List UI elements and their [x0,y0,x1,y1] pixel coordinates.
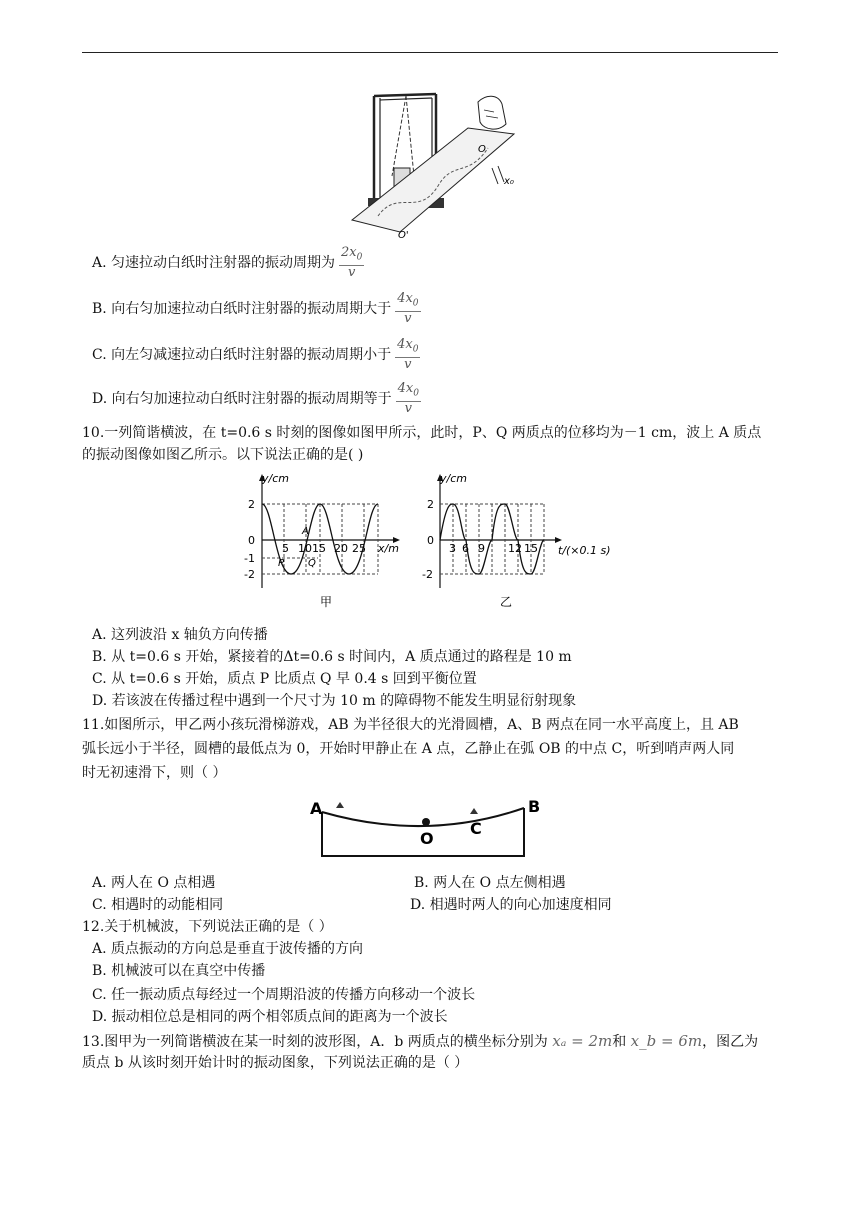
jia-xtick-15: 15 [312,542,326,555]
yi-ylabel: y/cm [440,472,467,485]
point-q-label: Q [308,558,316,569]
fraction: $\frac{4x_0}{v}$ [397,291,419,326]
graph-yi [418,470,628,614]
q13-stem-line2: 质点 b 从该时刻开始计时的振动图象，下列说法正确的是（ ） [82,1055,469,1071]
jia-xlabel: x/m [378,542,399,555]
q12-option-d: D. 振动相位总是相同的两个相邻质点间的距离为一个波长 [92,1009,448,1025]
q12-option-c: C. 任一振动质点每经过一个周期沿波的传播方向移动一个波长 [92,987,476,1003]
q13-stem-line1: 13.图甲为一列简谐横波在某一时刻的波形图，A．b 两质点的横坐标分别为 xₐ = 2m和 x_b = 6m，图乙为 [82,1032,759,1050]
yi-ytick-m2: -2 [422,568,433,581]
yi-xtick-6: 6 [462,542,469,555]
jia-xtick-10: 10 [298,542,312,555]
header-rule [82,52,778,53]
graph-jia [238,470,418,614]
o-label: O [478,144,486,155]
equation-xb: x_b = 6m [630,1032,703,1050]
q9-option-a: A. 匀速拉动白纸时注射器的振动周期为 $\frac{2x_0}{v}$ [92,245,363,280]
yi-xlabel: t/(×0.1 s) [558,544,611,557]
point-o-label: O [420,829,434,848]
fraction: $\frac{4x_0}{v}$ [397,381,419,416]
point-p-label: P [278,558,285,569]
fraction: $\frac{4x_0}{v}$ [397,337,419,372]
point-a-label: A [310,799,323,818]
q10-option-d: D. 若该波在传播过程中遇到一个尺寸为 10 m 的障碍物不能发生明显衍射现象 [92,693,577,709]
equation-xa: xₐ = 2m [552,1032,613,1050]
jia-ytick-m2: -2 [244,568,255,581]
yi-ytick-2: 2 [427,498,434,511]
q12-stem: 12.关于机械波，下列说法正确的是（ ） [82,919,333,935]
jia-ytick-m1: -1 [244,552,255,565]
slide-groove-figure [306,794,556,864]
jia-ylabel: y/cm [262,472,289,485]
yi-xtick-3: 3 [449,542,456,555]
q11-stem-line2: 弧长远小于半径，圆槽的最低点为 0，开始时甲静止在 A 点，乙静止在弧 OB 的中点 C，听到哨声两人同 [82,741,735,757]
q9-option-b: B. 向右匀加速拉动白纸时注射器的振动周期大于 $\frac{4x_0}{v}$ [92,291,419,326]
q11-stem-line1: 11.如图所示，甲乙两小孩玩滑梯游戏，AB 为半径很大的光滑圆槽，A、B 两点在同一水平高度上，且 AB [82,717,739,733]
yi-ytick-0: 0 [427,534,434,547]
q11-option-d: D. 相遇时两人的向心加速度相同 [410,897,612,913]
jia-xtick-20: 20 [334,542,348,555]
q12-option-b: B. 机械波可以在真空中传播 [92,963,266,979]
jia-caption: 甲 [320,595,333,609]
jia-ytick-0: 0 [248,534,255,547]
q11-stem-line3: 时无初速滑下，则（ ） [82,765,227,781]
jia-ytick-2: 2 [248,498,255,511]
fraction: $\frac{2x_0}{v}$ [341,245,363,280]
q11-option-c: C. 相遇时的动能相同 [92,897,224,913]
yi-xtick-9: 9 [478,542,485,555]
q12-option-a: A. 质点振动的方向总是垂直于波传播的方向 [92,941,364,957]
q11-option-b: B. 两人在 O 点左侧相遇 [414,875,566,891]
yi-xtick-12: 12 [508,542,522,555]
q9-option-c: C. 向左匀减速拉动白纸时注射器的振动周期小于 $\frac{4x_0}{v}$ [92,337,419,372]
jia-xtick-25: 25 [352,542,366,555]
yi-caption: 乙 [500,595,513,609]
point-a-label: A [302,526,309,537]
q10-stem-line2: 的振动图像如图乙所示。以下说法正确的是( ) [82,447,364,463]
jia-xtick-5: 5 [282,542,289,555]
q10-option-b: B. 从 t=0.6 s 开始，紧接着的Δt=0.6 s 时间内，A 质点通过的路程是 10 m [92,649,572,665]
point-b-label: B [528,797,541,816]
syringe-apparatus-figure [348,88,518,240]
x0-label: x₀ [504,176,514,187]
o-prime-label: O' [398,230,409,240]
q10-stem-line1: 10.一列简谐横波，在 t=0.6 s 时刻的图像如图甲所示，此时，P、Q 两质点的位移均为－1 cm，波上 A 质点 [82,425,762,441]
q10-option-a: A. 这列波沿 x 轴负方向传播 [92,627,268,643]
q10-option-c: C. 从 t=0.6 s 开始，质点 P 比质点 Q 早 0.4 s 回到平衡位置 [92,671,477,687]
yi-xtick-15: 15 [524,542,538,555]
q9-option-d: D. 向右匀加速拉动白纸时注射器的振动周期等于 $\frac{4x_0}{v}$ [92,381,419,416]
q11-option-a: A. 两人在 O 点相遇 [92,875,216,891]
point-c-label: C [470,819,482,838]
